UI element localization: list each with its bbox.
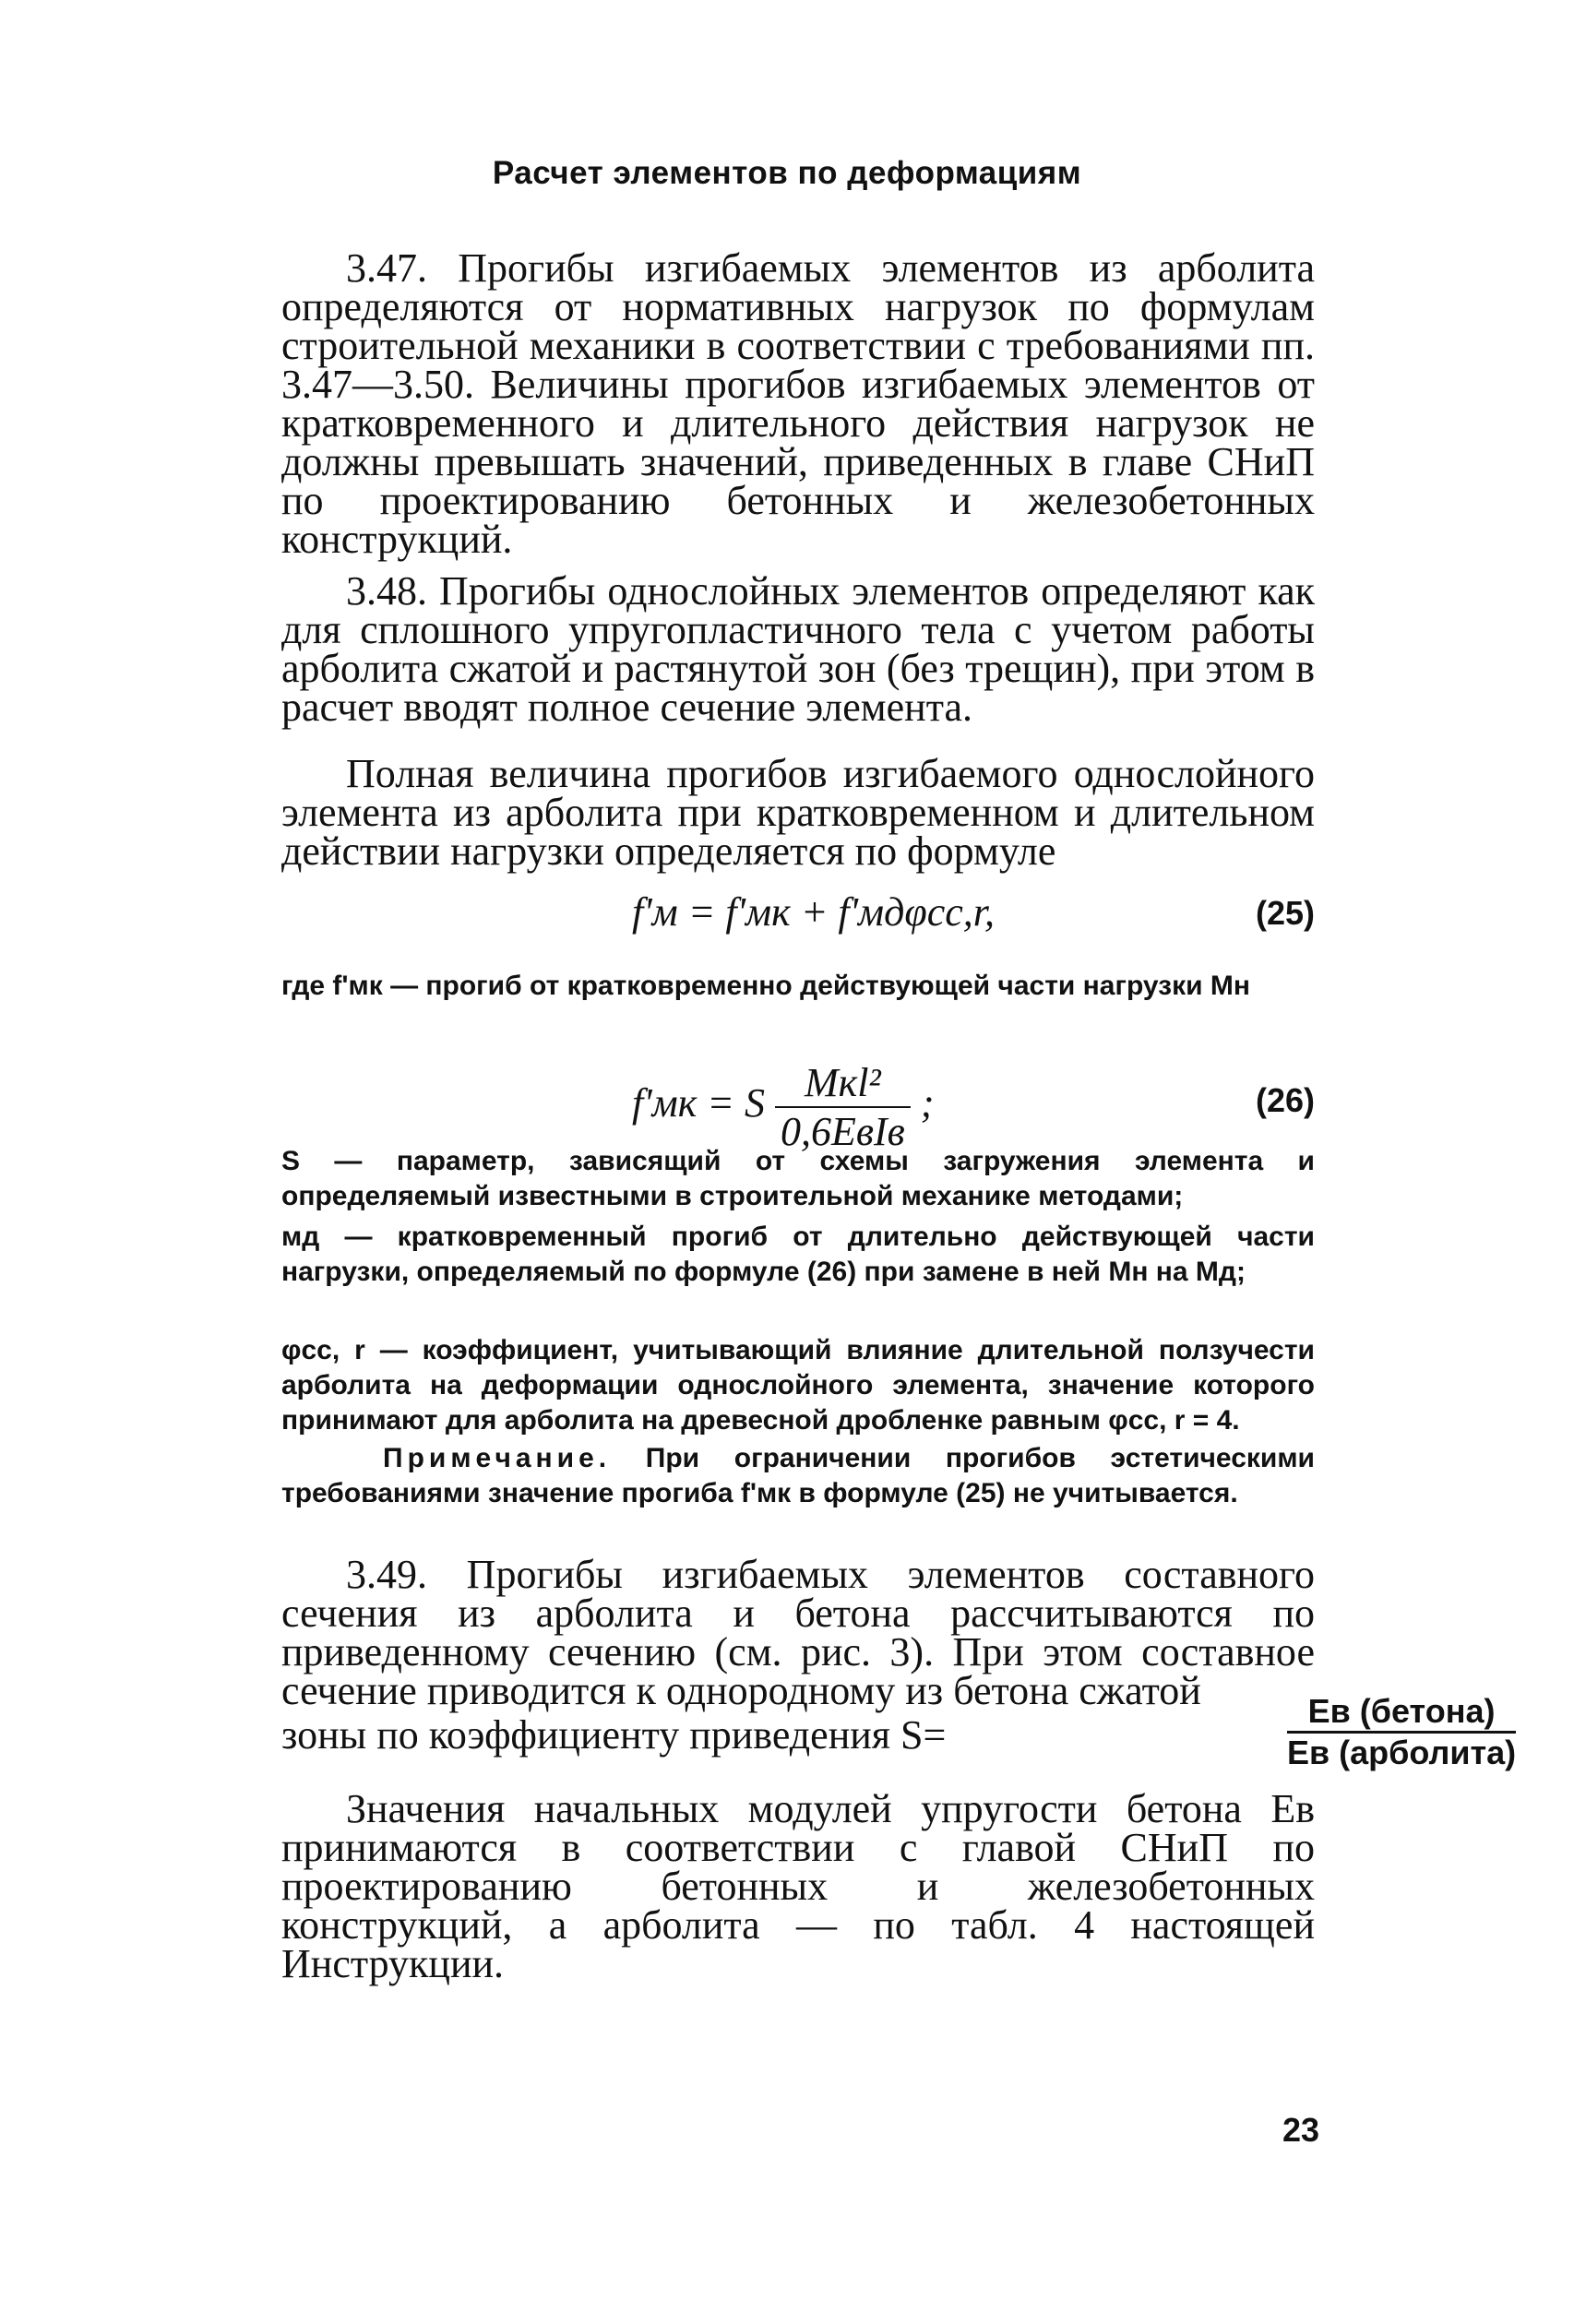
note — [281, 1441, 1315, 1511]
definition-f-mk: где f'мк — прогиб от кратковременно действующей части нагрузки Мн — [281, 971, 1250, 1001]
formula-26-denominator: 0,6EвIв — [781, 1109, 905, 1154]
formula-26-tail: ; — [920, 1080, 935, 1126]
page-number: 23 — [1282, 2111, 1319, 2149]
definition-phi: φcc, r — коэффициент, учитывающий влияние длительной ползучести арболита на деформации однослойного элемента, значение которого принимают для арболита на древесной дробленке равным φcc, r = 4. — [281, 1335, 1315, 1436]
formula-26-expression — [632, 1059, 934, 1155]
formula-26-lhs: f'мк = S — [632, 1080, 765, 1126]
formula-26-numerator: Мкl² — [775, 1059, 911, 1108]
note-text: При ограничении прогибов эстетическими требованиями значение прогиба f'мк в формуле (25) не учитывается. — [281, 1443, 1315, 1508]
definition-s: S — параметр, зависящий от схемы загружения элемента и определяемый известными в строительной механике методами; — [281, 1146, 1315, 1211]
formula-26 — [281, 1052, 1315, 1154]
note-label: Примечание. — [383, 1443, 612, 1473]
paragraph-3-49-moduli: Значения начальных модулей упругости бетона Eв принимаются в соответствии с главой СНиП по проектированию бетонных и железобетонных конструкций, а арболита — по табл. 4 настоящей Инструкции. — [281, 1786, 1315, 1986]
reduction-coefficient-fraction — [1287, 1692, 1516, 1772]
reduction-coefficient-denominator: Eв (арболита) — [1287, 1734, 1517, 1771]
page-heading: Расчет элементов по деформациям — [492, 155, 1082, 191]
definition-f-md: мд — кратковременный прогиб от длительно действующей части нагрузки, определяемый по формуле (26) при замене в ней Мн на Мд; — [281, 1222, 1315, 1287]
formula-26-fraction — [775, 1059, 911, 1155]
reduction-coefficient-numerator: Eв (бетона) — [1287, 1692, 1516, 1734]
reduction-coefficient-line — [281, 1692, 1517, 1771]
formula-25-number: (25) — [1255, 894, 1315, 932]
reduction-coefficient-lead: зоны по коэффициенту приведения S= — [281, 1712, 947, 1758]
paragraph-3-49: 3.49. Прогибы изгибаемых элементов составного сечения из арболита и бетона рассчитываются по приведенному сечению (см. рис. 3). При этом составное сечение приводится к однородному из бетона сжатой — [281, 1552, 1315, 1713]
paragraph-3-48: 3.48. Прогибы однослойных элементов определяют как для сплошного упругопластичного тела с учетом работы арболита сжатой и растянутой зон (без трещин), при этом в расчет вводят полное сечение элемента. — [281, 568, 1315, 730]
formula-25 — [281, 881, 1315, 955]
formula-26-number: (26) — [1255, 1081, 1315, 1119]
paragraph-3-48-formula-intro: Полная величина прогибов изгибаемого однослойного элемента из арболита при кратковременном и длительном действии нагрузки определяется по формуле — [281, 751, 1315, 874]
formula-25-expression: f'м = f'мк + f'мдφcc,r, — [632, 889, 996, 935]
paragraph-3-47: 3.47. Прогибы изгибаемых элементов из арболита определяются от нормативных нагрузок по формулам строительной механики в соответствии с требованиями пп. 3.47—3.50. Величины прогибов изгибаемых элементов от кратковременного и длительного действия нагрузок не должны превышать значений, приведенных в главе СНиП по проектированию бетонных и железобетонных конструкций. — [281, 245, 1315, 562]
